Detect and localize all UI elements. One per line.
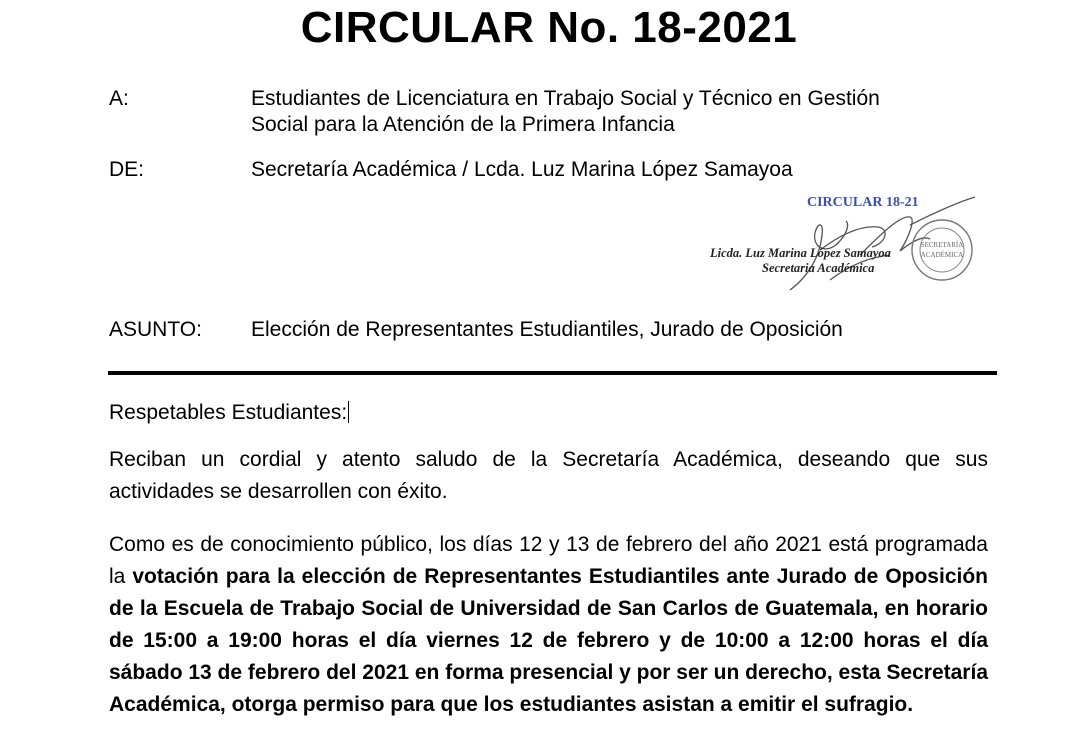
- paragraph-1: Reciban un cordial y atento saludo de la Secretaría Académica, deseando que sus actividades se desarrollen con éxito.: [109, 448, 988, 503]
- to-line-2: Social para la Atención de la Primera Infancia: [251, 113, 675, 136]
- paragraph-2: [109, 529, 988, 721]
- svg-text:SECRETARÍA: SECRETARÍA: [920, 241, 964, 249]
- subject-value: Elección de Representantes Estudiantiles, Jurado de Oposición: [251, 318, 843, 341]
- section-divider: [108, 371, 997, 375]
- seal-icon: [912, 220, 972, 280]
- to-line-1: Estudiantes de Licenciatura en Trabajo Social y Técnico en Gestión: [251, 87, 880, 110]
- paragraph-2-bold: votación para la elección de Representantes Estudiantiles ante Jurado de Oposición de la Escuela de Trabajo Social de Universidad de San Carlos de Guatemala, en horario de 15:00 a 19:00 horas el día viernes 12 de febrero y de 10:00 a 12:00 horas el día sábado 13 de febrero del 2021 en forma presencial y por ser un derecho, esta Secretaría Académica, otorga permiso para que los estudiantes asistan a emitir el sufragio.: [109, 565, 988, 716]
- subject-label: ASUNTO:: [109, 318, 202, 341]
- document-title: CIRCULAR No. 18-2021: [300, 3, 798, 52]
- signatory-name: Licda. Luz Marina López Samayoa: [710, 246, 891, 260]
- signatory-role: Secretaria Académica: [762, 261, 875, 275]
- stamp-circular-number: CIRCULAR 18-21: [807, 195, 919, 210]
- greeting: [109, 397, 988, 429]
- from-label: DE:: [109, 158, 145, 181]
- from-value: Secretaría Académica / Lcda. Luz Marina López Samayoa: [251, 158, 793, 181]
- greeting-text: Respetables Estudiantes:: [109, 401, 348, 424]
- to-label: A:: [109, 87, 129, 110]
- paragraph-2-intro: Como es de conocimiento público, los días 12 y 13 de febrero del año 2021 está programada la: [109, 533, 988, 588]
- svg-text:ACADÉMICA: ACADÉMICA: [920, 251, 964, 259]
- text-cursor: [348, 401, 349, 423]
